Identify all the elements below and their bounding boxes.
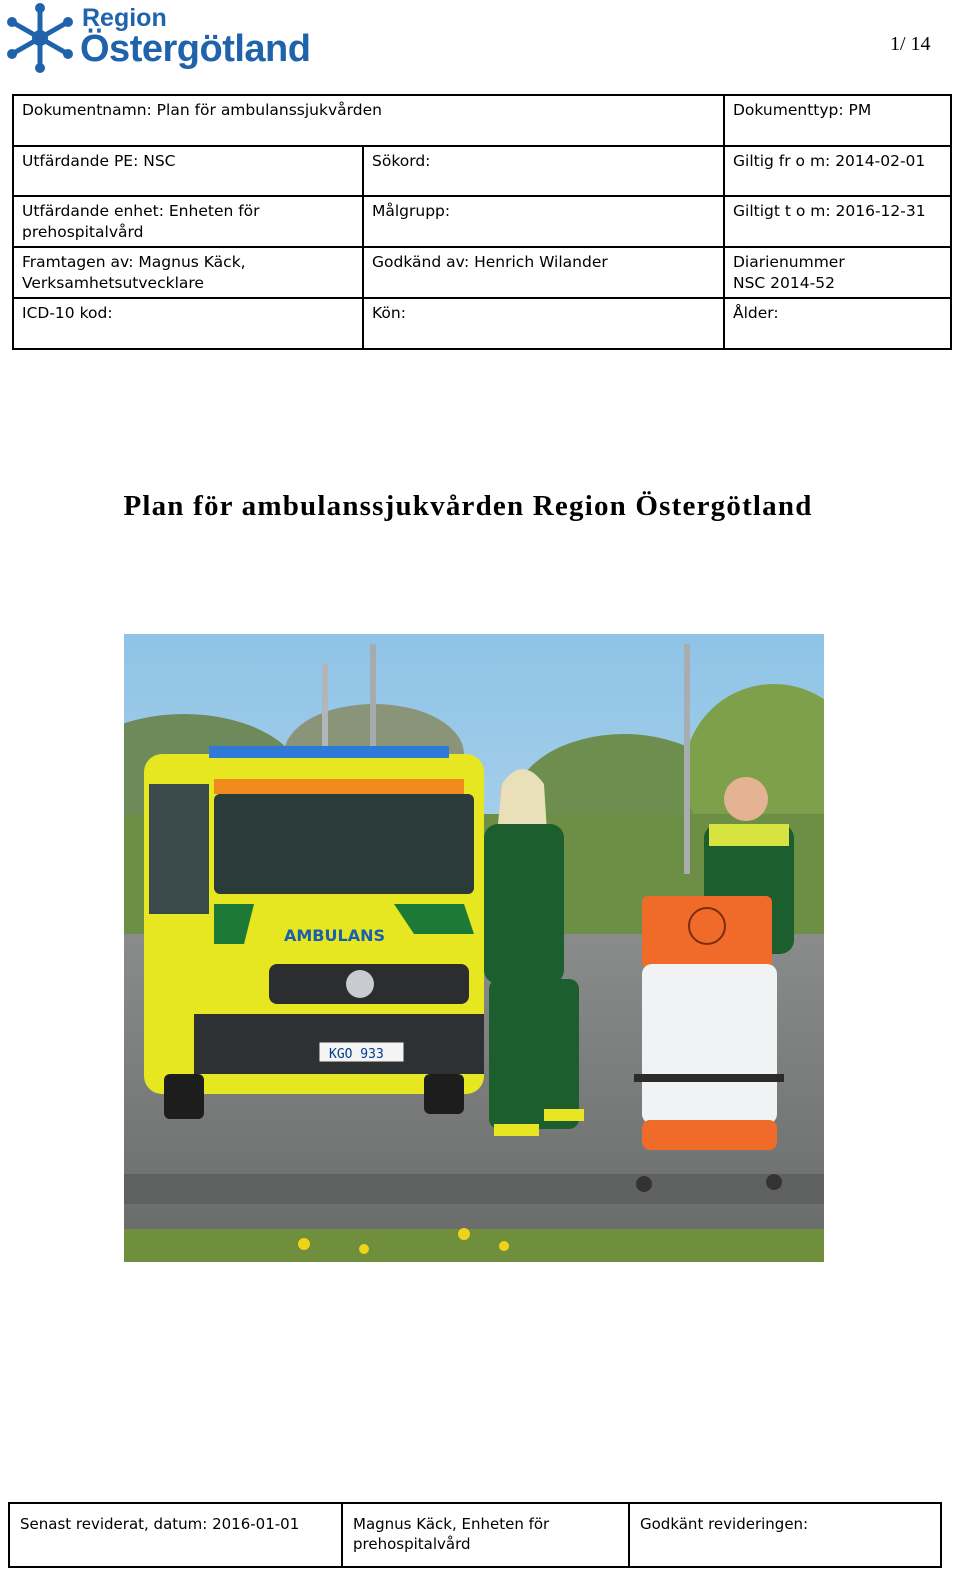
diary-cell bbox=[724, 247, 951, 298]
diary-label: Diarienummer bbox=[733, 253, 845, 271]
doc-name-cell: Dokumentnamn: Plan för ambulanssjukvården bbox=[13, 95, 724, 146]
region-logo bbox=[2, 0, 311, 76]
license-plate: KGO 933 bbox=[329, 1047, 384, 1062]
keywords-cell: Sökord: bbox=[363, 146, 724, 196]
footer-approved-revision: Godkänt revideringen: bbox=[629, 1503, 941, 1567]
issuer-pe-cell: Utfärdande PE: NSC bbox=[13, 146, 363, 196]
prepared-by-cell: Framtagen av: Magnus Käck, Verksamhetsutvecklare bbox=[13, 247, 363, 298]
document-meta-table bbox=[12, 94, 952, 350]
approved-by-cell: Godkänd av: Henrich Wilander bbox=[363, 247, 724, 298]
gender-cell: Kön: bbox=[363, 298, 724, 349]
footer-last-revised: Senast reviderat, datum: 2016-01-01 bbox=[9, 1503, 342, 1567]
icd10-cell: ICD-10 kod: bbox=[13, 298, 363, 349]
target-group-cell: Målgrupp: bbox=[363, 196, 724, 247]
logo-text-ostergotland: Östergötland bbox=[80, 28, 311, 70]
document-title: Plan för ambulanssjukvården Region Östergötland bbox=[123, 490, 813, 522]
valid-to-cell: Giltigt t o m: 2016-12-31 bbox=[724, 196, 951, 247]
footer-author: Magnus Käck, Enheten för prehospitalvård bbox=[342, 1503, 629, 1567]
issuer-unit-cell: Utfärdande enhet: Enheten för prehospitalvård bbox=[13, 196, 363, 247]
diary-number: NSC 2014-52 bbox=[733, 274, 835, 292]
age-cell: Ålder: bbox=[724, 298, 951, 349]
doc-type-cell: Dokumenttyp: PM bbox=[724, 95, 951, 146]
cover-photo bbox=[124, 634, 824, 1262]
valid-from-cell: Giltig fr o m: 2014-02-01 bbox=[724, 146, 951, 196]
ambulance-photo-illustration bbox=[124, 634, 824, 1262]
logo-text-region: Region bbox=[82, 4, 167, 32]
snowflake-logo-icon bbox=[2, 2, 78, 74]
page-number: 1/ 14 bbox=[890, 33, 931, 55]
ambulance-label: AMBULANS bbox=[284, 926, 385, 945]
footer-table bbox=[8, 1502, 942, 1568]
